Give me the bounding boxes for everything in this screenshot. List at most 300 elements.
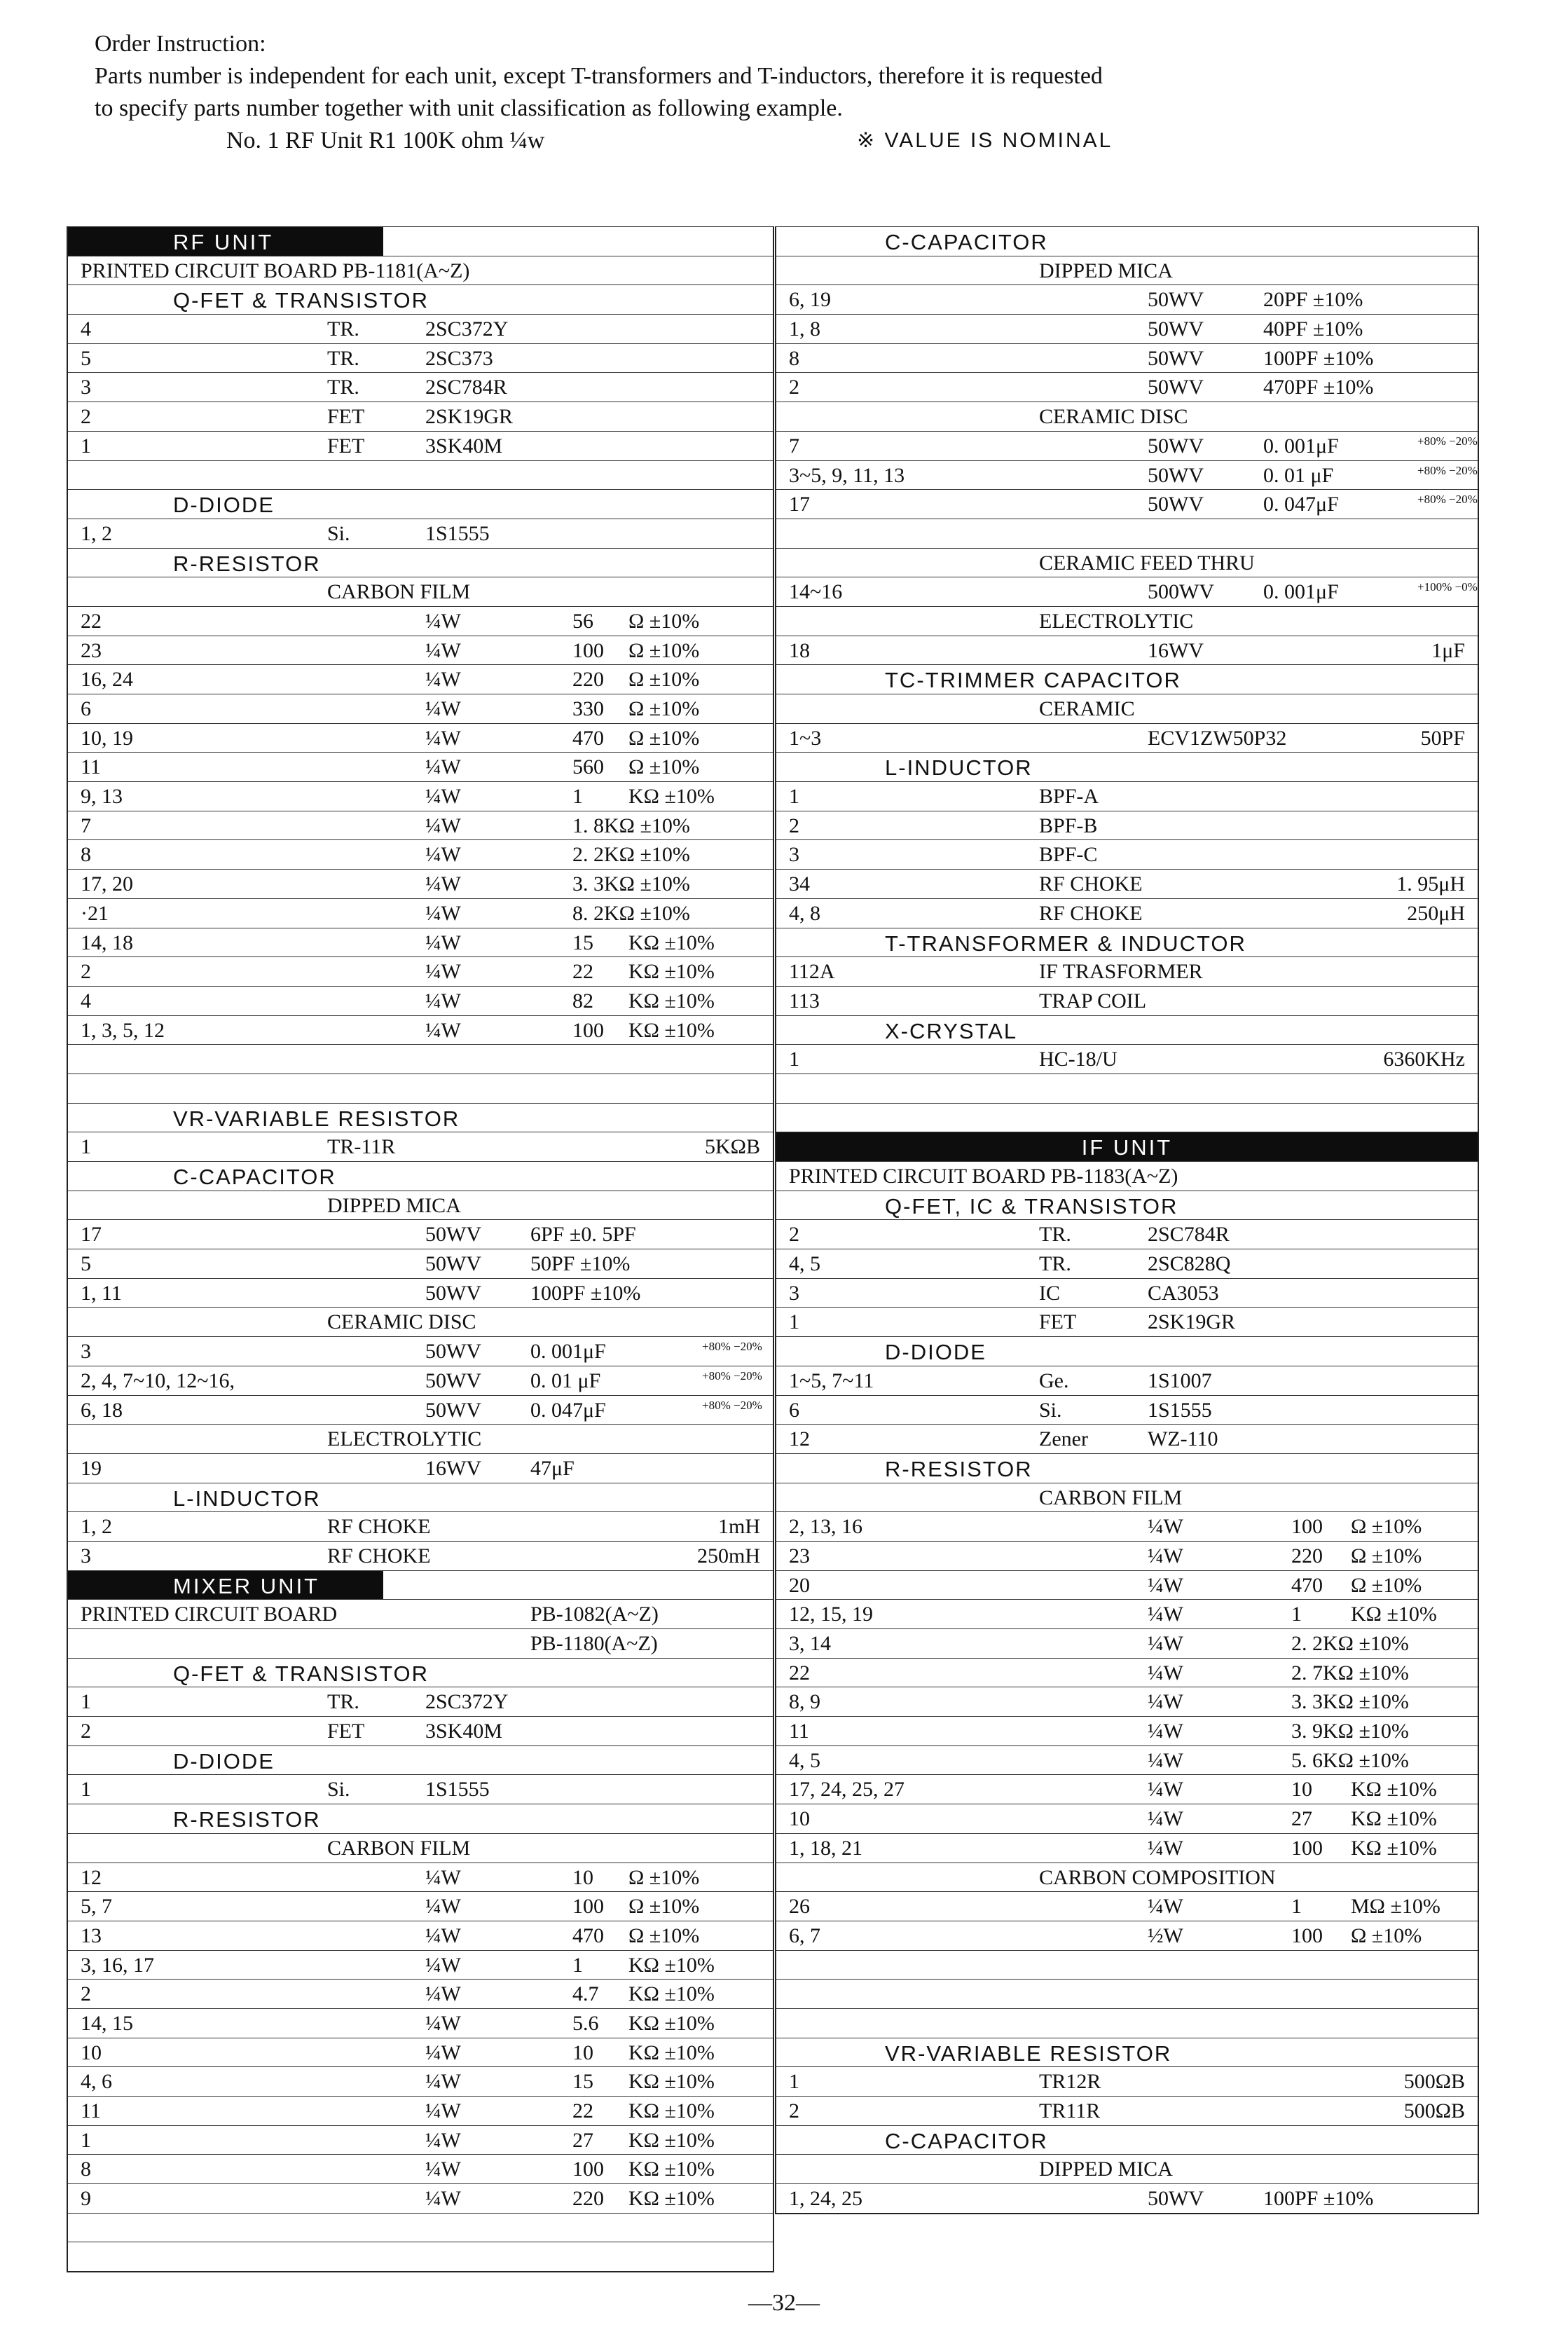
unit-header-row	[68, 1570, 773, 1600]
parts-row	[68, 1395, 773, 1425]
parts-row	[776, 1921, 1478, 1950]
cell-c4: ¼W	[425, 726, 461, 750]
cell-c4: ¼W	[425, 2099, 461, 2122]
cell-c1: 1, 24, 25	[789, 2187, 862, 2211]
cell-c6: KΩ ±10%	[1351, 1836, 1437, 1860]
parts-row	[68, 519, 773, 548]
section-header-row	[68, 1804, 773, 1833]
parts-row	[68, 2213, 773, 2242]
cell-c3: TRAP COIL	[1039, 989, 1147, 1013]
cell-c1: 13	[81, 1923, 102, 1947]
cell-c1: 6	[81, 697, 91, 720]
cell-c4: 1S1555	[1148, 1398, 1212, 1422]
parts-row	[776, 1044, 1478, 1074]
cell-c6: Ω ±10%	[628, 1895, 700, 1919]
cell-c4: ¼W	[425, 843, 461, 867]
cell-c6: Ω ±10%	[628, 726, 700, 750]
cell-c6: KΩ ±10%	[628, 2099, 715, 2122]
cell-c5: 4.7	[572, 1982, 599, 2006]
parts-row	[776, 1628, 1478, 1658]
parts-row	[776, 2183, 1478, 2213]
cell-c6: Ω ±10%	[1351, 1515, 1422, 1539]
cell-c6: Ω ±10%	[628, 1865, 700, 1889]
cell-c3: TR-11R	[327, 1135, 396, 1159]
parts-row	[68, 811, 773, 840]
cell-c1: 112A	[789, 960, 835, 984]
cell-c7: 250mH	[697, 1544, 760, 1568]
cell-c1: 19	[81, 1456, 102, 1480]
cell-c8: 100PF ±10%	[1263, 346, 1374, 370]
cell-c4: CA3053	[1148, 1281, 1219, 1305]
parts-row	[68, 1015, 773, 1045]
cell-c1: 8	[81, 843, 91, 867]
cell-c3: CARBON FILM	[1039, 1486, 1183, 1509]
parts-row	[776, 694, 1478, 723]
cell-c1: 12	[789, 1427, 810, 1451]
cell-c4: 2SC828Q	[1148, 1252, 1231, 1276]
cell-c4: ¼W	[425, 609, 461, 633]
cell-c5: 470	[1291, 1573, 1323, 1597]
cell-c1: 12	[81, 1865, 102, 1889]
cell-c4: ECV1ZW50P32	[1148, 726, 1287, 750]
parts-row	[776, 1774, 1478, 1804]
unit-header-row	[776, 1132, 1478, 1161]
cell-c6: KΩ ±10%	[628, 2128, 715, 2152]
cell-c8: 0. 01 μF	[1263, 463, 1334, 487]
section-header-row	[776, 2038, 1478, 2067]
cell-c3: CERAMIC DISC	[327, 1310, 476, 1334]
cell-c4: ¼W	[425, 1895, 461, 1919]
parts-row	[776, 1307, 1478, 1336]
cell-c1: 9, 13	[81, 785, 123, 809]
parts-row	[68, 1307, 773, 1336]
cell-c6: KΩ ±10%	[1351, 1603, 1437, 1626]
cell-c1: 10, 19	[81, 726, 133, 750]
parts-row	[776, 1570, 1478, 1600]
cell-c1: 1, 2	[81, 521, 112, 545]
parts-row	[776, 1103, 1478, 1132]
cell-c1: 2	[789, 2099, 799, 2122]
cell-c3: IC	[1039, 1281, 1060, 1305]
cell-c4: 50WV	[1148, 434, 1204, 458]
parts-row	[776, 1366, 1478, 1395]
parts-row	[68, 2066, 773, 2096]
cell-c5: 220	[572, 2187, 604, 2211]
cell-c6: Ω ±10%	[1351, 1544, 1422, 1568]
cell-c1: 1	[789, 785, 799, 809]
cell-c7: 250μH	[1407, 901, 1465, 925]
cell-c5: 3. 3KΩ ±10%	[1291, 1690, 1409, 1714]
cell-c1: 1	[81, 1135, 91, 1159]
cell-c1: 11	[81, 755, 101, 779]
parts-row	[68, 1424, 773, 1453]
parts-row	[68, 1219, 773, 1249]
cell-c4: ¼W	[425, 1982, 461, 2006]
cell-c3: Si.	[1039, 1398, 1062, 1422]
section-header-row	[776, 1336, 1478, 1366]
cell-c4: 2SK19GR	[425, 405, 514, 429]
parts-row	[68, 1044, 773, 1074]
parts-row	[68, 839, 773, 869]
parts-row	[776, 1424, 1478, 1453]
cell-c4: ¼W	[1148, 1603, 1183, 1626]
cell-c5: 1	[572, 1953, 583, 1977]
cell-c8: 0. 047μF	[1263, 493, 1339, 516]
cell-c1: 2, 4, 7~10, 12~16,	[81, 1369, 235, 1392]
cell-c3: CERAMIC FEED THRU	[1039, 551, 1255, 575]
parts-row	[776, 1483, 1478, 1512]
cell-c6: Ω ±10%	[628, 668, 700, 692]
cell-c4: 2SC784R	[1148, 1223, 1230, 1247]
cell-c3: TR.	[327, 1690, 359, 1714]
cell-c4: 2SC372Y	[425, 1690, 509, 1714]
cell-c3: TR.	[327, 317, 359, 341]
parts-row	[68, 1833, 773, 1863]
parts-row	[68, 577, 773, 606]
cell-c1: 8	[789, 346, 799, 370]
page-number: —32—	[748, 2290, 820, 2316]
cell-c3: CERAMIC	[1039, 697, 1135, 720]
cell-c5: 3. 3KΩ ±10%	[572, 872, 690, 896]
parts-row	[776, 314, 1478, 343]
cell-c4: 1S1007	[1148, 1369, 1212, 1392]
cell-c1: 9	[81, 2187, 91, 2211]
parts-row	[776, 1687, 1478, 1716]
cell-c2: L-INDUCTOR	[173, 1486, 321, 1511]
cell-c5: 100	[1291, 1836, 1323, 1860]
section-header-row	[68, 1658, 773, 1687]
cell-c1: 22	[789, 1661, 810, 1685]
cell-c2: R-RESISTOR	[173, 1807, 321, 1832]
cell-c2: TC-TRIMMER CAPACITOR	[885, 668, 1181, 693]
parts-row	[68, 956, 773, 986]
cell-c4: ¼W	[425, 2070, 461, 2094]
cell-c2: C-CAPACITOR	[885, 230, 1048, 254]
parts-row	[68, 2183, 773, 2213]
cell-c3: CERAMIC DISC	[1039, 405, 1188, 429]
cell-c8: 100PF ±10%	[530, 1281, 641, 1305]
cell-c5: 5. 6KΩ ±10%	[1291, 1748, 1409, 1772]
cell-c4: ¼W	[425, 785, 461, 809]
cell-c9: +80% −20%	[702, 1398, 762, 1412]
cell-c6: KΩ ±10%	[628, 2070, 715, 2094]
cell-c2: C-CAPACITOR	[885, 2128, 1048, 2153]
cell-c1: 3	[81, 376, 91, 399]
parts-row	[776, 1863, 1478, 1892]
parts-row	[68, 1774, 773, 1804]
cell-c3: Zener	[1039, 1427, 1088, 1451]
cell-c5: 1	[1291, 1895, 1302, 1919]
cell-c8: PB-1180(A~Z)	[530, 1632, 658, 1655]
cell-c4: ¼W	[1148, 1515, 1183, 1539]
section-header-row	[776, 752, 1478, 781]
cell-c4: 50WV	[1148, 317, 1204, 341]
parts-row	[68, 2008, 773, 2038]
order-instruction	[95, 28, 1482, 157]
cell-c3: BPF-C	[1039, 843, 1098, 867]
cell-c4: ¼W	[1148, 1720, 1183, 1743]
cell-c5: 8. 2KΩ ±10%	[572, 901, 690, 925]
cell-c1: 2	[81, 960, 91, 984]
cell-c4: ¼W	[425, 814, 461, 837]
cell-c4: ¼W	[425, 755, 461, 779]
cell-c1: 1	[789, 1048, 799, 1071]
cell-c1: 4, 8	[789, 901, 820, 925]
cell-c1: 22	[81, 609, 102, 633]
cell-c6: KΩ ±10%	[628, 989, 715, 1013]
cell-c1: 14~16	[789, 580, 843, 604]
cell-c5: 100	[1291, 1515, 1323, 1539]
cell-c4: ¼W	[1148, 1836, 1183, 1860]
parts-row	[68, 1541, 773, 1570]
cell-c1: 18	[789, 638, 810, 662]
parts-row	[776, 1891, 1478, 1921]
cell-c1: 5, 7	[81, 1895, 112, 1919]
cell-c3: TR.	[1039, 1223, 1071, 1247]
cell-c3: DIPPED MICA	[1039, 2158, 1173, 2181]
cell-c4: 50WV	[1148, 463, 1204, 487]
cell-c3: FET	[1039, 1310, 1077, 1334]
cell-c5: 470	[572, 1923, 604, 1947]
cell-c9: +80% −20%	[1417, 434, 1478, 448]
cell-c5: 100	[1291, 1923, 1323, 1947]
cell-c1: 5	[81, 1252, 91, 1276]
parts-row	[68, 1336, 773, 1366]
parts-row	[68, 1891, 773, 1921]
cell-c4: ¼W	[425, 1018, 461, 1042]
cell-c1: 1	[81, 1778, 91, 1802]
cell-c4: 3SK40M	[425, 434, 503, 458]
cell-c5: 330	[572, 697, 604, 720]
cell-c5: 2. 2KΩ ±10%	[1291, 1632, 1409, 1655]
cell-c6: KΩ ±10%	[628, 785, 715, 809]
cell-c6: KΩ ±10%	[628, 1982, 715, 2006]
cell-c9: +80% −20%	[1417, 493, 1478, 507]
cell-c4: 50WV	[425, 1340, 481, 1364]
cell-c5: 2. 2KΩ ±10%	[572, 843, 690, 867]
parts-row	[776, 1658, 1478, 1687]
cell-c4: 1S1555	[425, 1778, 490, 1802]
cell-c1: 1	[81, 434, 91, 458]
cell-c1: 14, 15	[81, 2011, 133, 2035]
cell-c5: 560	[572, 755, 604, 779]
parts-row	[776, 1804, 1478, 1833]
cell-c5: 1	[1291, 1603, 1302, 1626]
cell-c3: HC-18/U	[1039, 1048, 1117, 1071]
parts-row	[776, 2154, 1478, 2183]
cell-c9: +100% −0%	[1417, 580, 1478, 594]
parts-row	[68, 372, 773, 402]
parts-row	[68, 431, 773, 460]
cell-c3: TR.	[327, 346, 359, 370]
parts-row	[776, 1979, 1478, 2008]
section-header-row	[68, 1483, 773, 1512]
parts-row	[776, 460, 1478, 490]
cell-c3: TR11R	[1039, 2099, 1101, 2122]
cell-c1: 2	[789, 814, 799, 837]
cell-c3: BPF-A	[1039, 785, 1099, 809]
cell-c4: 16WV	[1148, 638, 1204, 662]
cell-c3: TR.	[1039, 1252, 1071, 1276]
parts-row	[68, 314, 773, 343]
intro-example: No. 1 RF Unit R1 100K ohm ¼w	[226, 128, 545, 153]
cell-c1: 14, 18	[81, 931, 133, 954]
cell-c8: 0. 001μF	[1263, 434, 1339, 458]
parts-row	[68, 1921, 773, 1950]
cell-c1: RF UNIT	[173, 230, 274, 254]
cell-c3: TR.	[327, 376, 359, 399]
cell-c1: 2	[81, 405, 91, 429]
cell-c1: 12, 15, 19	[789, 1603, 873, 1626]
cell-c4: ¼W	[425, 989, 461, 1013]
cell-c1: IF UNIT	[1081, 1135, 1173, 1160]
cell-c5: 100	[572, 1895, 604, 1919]
cell-c3: RF CHOKE	[327, 1544, 431, 1568]
cell-c1: PRINTED CIRCUIT BOARD	[81, 1603, 338, 1626]
cell-c5: 100	[572, 1018, 604, 1042]
parts-row	[776, 431, 1478, 460]
parts-row	[776, 402, 1478, 431]
parts-row	[68, 606, 773, 636]
parts-row	[776, 636, 1478, 665]
cell-c4: 50WV	[425, 1252, 481, 1276]
parts-row	[68, 343, 773, 373]
parts-row	[776, 869, 1478, 898]
parts-row	[68, 1979, 773, 2008]
cell-c2: R-RESISTOR	[173, 551, 321, 576]
cell-c5: 100	[572, 2158, 604, 2181]
cell-c3: FET	[327, 405, 365, 429]
parts-row	[68, 1278, 773, 1308]
cell-c1: 1	[789, 1310, 799, 1334]
cell-c6: Ω ±10%	[628, 697, 700, 720]
cell-c6: KΩ ±10%	[628, 2158, 715, 2181]
cell-c1: 10	[789, 1807, 810, 1831]
cell-c4: 50WV	[1148, 2187, 1204, 2211]
cell-c4: 500WV	[1148, 580, 1214, 604]
parts-row	[776, 986, 1478, 1015]
unit-header-row	[68, 226, 773, 256]
cell-c4: ¼W	[425, 2158, 461, 2181]
cell-c5: 5.6	[572, 2011, 599, 2035]
parts-row	[68, 1191, 773, 1220]
parts-row	[68, 1453, 773, 1483]
cell-c4: ½W	[1148, 1923, 1183, 1947]
cell-c5: 15	[572, 2070, 593, 2094]
section-header-row	[68, 489, 773, 519]
parts-row	[68, 869, 773, 898]
parts-row	[776, 519, 1478, 548]
cell-c6: KΩ ±10%	[628, 960, 715, 984]
cell-c5: 100	[572, 638, 604, 662]
cell-c1: 3	[789, 1281, 799, 1305]
cell-c6: KΩ ±10%	[628, 2011, 715, 2035]
parts-row	[68, 1249, 773, 1278]
cell-c3: DIPPED MICA	[1039, 259, 1173, 282]
cell-c4: ¼W	[425, 2011, 461, 2035]
cell-c4: ¼W	[425, 697, 461, 720]
parts-row	[68, 1599, 773, 1628]
cell-c6: KΩ ±10%	[628, 1018, 715, 1042]
cell-c1: 8	[81, 2158, 91, 2181]
cell-c4: WZ-110	[1148, 1427, 1218, 1451]
cell-c1: 7	[81, 814, 91, 837]
parts-row	[68, 1132, 773, 1161]
cell-c5: 10	[572, 1865, 593, 1889]
parts-row	[776, 577, 1478, 606]
cell-c6: Ω ±10%	[1351, 1573, 1422, 1597]
intro-line-2: to specify parts number together with unit classification as following example.	[95, 95, 843, 121]
cell-c1: 23	[789, 1544, 810, 1568]
cell-c7: 500ΩB	[1403, 2070, 1465, 2094]
parts-row	[776, 1161, 1478, 1191]
cell-c3: Si.	[327, 1778, 350, 1802]
cell-c1: 3	[81, 1544, 91, 1568]
cell-c5: 22	[572, 2099, 593, 2122]
cell-c4: 50WV	[1148, 493, 1204, 516]
cell-c1: ·21	[81, 901, 109, 925]
cell-c8: PB-1082(A~Z)	[530, 1603, 659, 1626]
cell-c2: L-INDUCTOR	[885, 755, 1033, 781]
cell-c4: ¼W	[425, 2128, 461, 2152]
parts-row	[68, 2038, 773, 2067]
cell-c2: R-RESISTOR	[885, 1456, 1033, 1481]
cell-c4: ¼W	[1148, 1573, 1183, 1597]
cell-c6: Ω ±10%	[628, 638, 700, 662]
cell-c2: Q-FET & TRANSISTOR	[173, 1661, 429, 1686]
cell-c4: 2SK19GR	[1148, 1310, 1236, 1334]
section-header-row	[68, 1103, 773, 1132]
cell-c1: 10	[81, 2040, 102, 2064]
cell-c1: MIXER UNIT	[173, 1573, 320, 1598]
section-header-row	[68, 1745, 773, 1775]
cell-c5: 220	[1291, 1544, 1323, 1568]
section-header-row	[776, 1015, 1478, 1045]
cell-c4: ¼W	[425, 1865, 461, 1889]
cell-c4: ¼W	[1148, 1690, 1183, 1714]
left-parts-table	[67, 226, 774, 2272]
parts-row	[68, 256, 773, 285]
cell-c6: KΩ ±10%	[628, 931, 715, 954]
cell-c4: ¼W	[1148, 1632, 1183, 1655]
cell-c6: Ω ±10%	[1351, 1923, 1422, 1947]
parts-row	[776, 956, 1478, 986]
cell-c2: Q-FET & TRANSISTOR	[173, 288, 429, 313]
cell-c2: D-DIODE	[173, 1748, 275, 1774]
cell-c1: 5	[81, 346, 91, 370]
cell-c5: 1	[572, 785, 583, 809]
cell-c1: 1	[81, 2128, 91, 2152]
cell-c3: RF CHOKE	[1039, 872, 1143, 896]
cell-c5: 1. 8KΩ ±10%	[572, 814, 690, 837]
cell-c1: 4	[81, 989, 91, 1013]
cell-c7: 500ΩB	[1403, 2099, 1465, 2122]
cell-c7: 1. 95μH	[1396, 872, 1465, 896]
parts-row	[776, 256, 1478, 285]
parts-row	[68, 402, 773, 431]
parts-row	[776, 548, 1478, 577]
cell-c4: ¼W	[425, 1923, 461, 1947]
parts-row	[776, 811, 1478, 840]
cell-c2: Q-FET, IC & TRANSISTOR	[885, 1193, 1178, 1219]
cell-c8: 470PF ±10%	[1263, 376, 1374, 399]
cell-c1: 2, 13, 16	[789, 1515, 862, 1539]
parts-row	[776, 1833, 1478, 1863]
cell-c1: 113	[789, 989, 820, 1013]
cell-c2: D-DIODE	[173, 493, 275, 518]
cell-c2: T-TRANSFORMER & INDUCTOR	[885, 931, 1246, 956]
cell-c2: D-DIODE	[885, 1340, 986, 1365]
